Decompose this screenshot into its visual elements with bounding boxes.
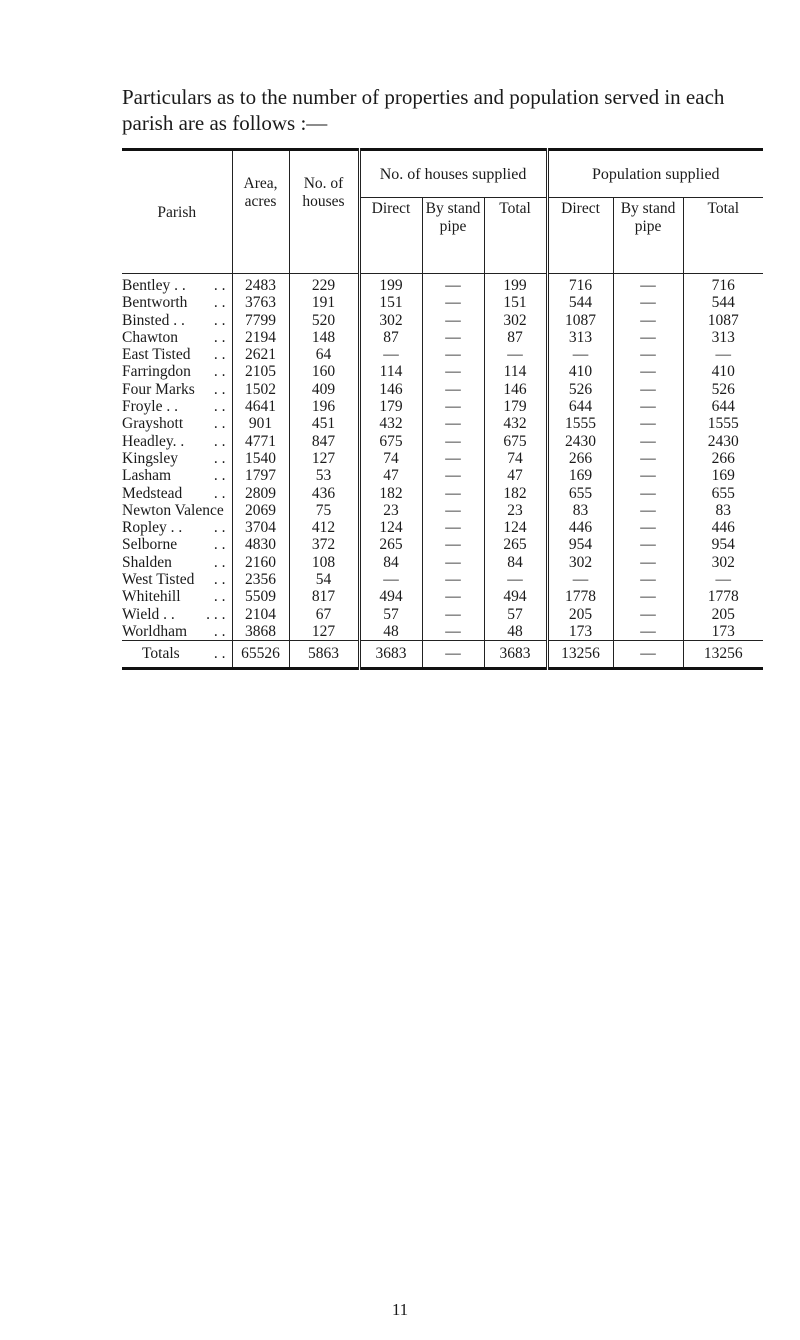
population-total-cell: 954 <box>711 536 735 554</box>
population-direct-cell: 644 <box>547 398 613 415</box>
header-parish: Parish <box>122 150 232 274</box>
population-total-cell: 446 <box>711 519 735 537</box>
page-number: 11 <box>391 1300 409 1319</box>
leader-dots: . . <box>213 311 226 329</box>
houses-total-cell: — <box>484 571 547 588</box>
area-cell: 4830 <box>232 536 289 553</box>
leader-dots: . . <box>213 398 226 416</box>
parish-name: Selborne <box>122 536 178 554</box>
houses-total-cell: 265 <box>484 536 547 553</box>
parish-name: Medstead <box>122 484 183 502</box>
parish-name: Shalden <box>122 553 172 571</box>
table-body <box>122 274 763 641</box>
houses-direct-cell: 57 <box>359 606 422 623</box>
population-direct-cell: 716 <box>547 274 613 295</box>
population-standpipe-cell: — <box>613 623 683 641</box>
parish-cell <box>122 536 232 553</box>
area-cell: 1502 <box>232 381 289 398</box>
parish-name: Four Marks <box>122 380 195 398</box>
population-direct-cell: 954 <box>547 536 613 553</box>
population-standpipe-cell: — <box>613 274 683 295</box>
houses-direct-cell: 432 <box>359 415 422 432</box>
parish-name: Newton Valence <box>122 501 224 519</box>
table-row <box>122 433 763 450</box>
parish-name: Binsted . . <box>122 311 185 329</box>
parish-name: Grayshott <box>122 415 184 433</box>
parish-cell <box>122 346 232 363</box>
leader-dots: . . <box>213 571 226 589</box>
houses-total-cell: 74 <box>484 450 547 467</box>
houses-standpipe-cell: — <box>422 312 484 329</box>
houses-cell: 64 <box>289 346 359 363</box>
population-direct-cell: 526 <box>547 381 613 398</box>
parish-name: Ropley . . <box>122 519 183 537</box>
houses-direct-cell: 146 <box>359 381 422 398</box>
houses-standpipe-cell: — <box>422 554 484 571</box>
parish-cell <box>122 485 232 502</box>
population-standpipe-cell: — <box>613 588 683 605</box>
area-cell: 2160 <box>232 554 289 571</box>
header-area: Area, acres <box>232 150 289 274</box>
houses-total-cell: 48 <box>484 623 547 641</box>
population-direct-cell: 205 <box>547 606 613 623</box>
leader-dots: . . . <box>206 605 226 623</box>
houses-total-cell: 432 <box>484 415 547 432</box>
parish-cell <box>122 363 232 380</box>
houses-direct-cell: 47 <box>359 467 422 484</box>
area-cell: 1540 <box>232 450 289 467</box>
population-total-cell: 205 <box>711 605 735 623</box>
houses-standpipe-cell: — <box>422 398 484 415</box>
houses-total-cell: 87 <box>484 329 547 346</box>
parish-cell <box>122 467 232 484</box>
houses-total-cell: 57 <box>484 606 547 623</box>
parish-name: West Tisted <box>122 571 195 589</box>
leader-dots: . . <box>213 294 226 312</box>
leader-dots: . . <box>213 346 226 364</box>
totals-label-cell <box>122 641 232 669</box>
parish-cell <box>122 415 232 432</box>
parish-name: Farringdon <box>122 363 191 381</box>
table-row <box>122 398 763 415</box>
parish-cell <box>122 450 232 467</box>
totals-population-direct: 13256 <box>547 641 613 669</box>
population-standpipe-cell: — <box>613 502 683 519</box>
population-total-cell: 526 <box>711 380 735 398</box>
population-direct-cell: 446 <box>547 519 613 536</box>
table-row <box>122 450 763 467</box>
area-cell: 3704 <box>232 519 289 536</box>
houses-cell: 196 <box>289 398 359 415</box>
houses-standpipe-cell: — <box>422 519 484 536</box>
houses-standpipe-cell: — <box>422 606 484 623</box>
area-cell: 2483 <box>232 274 289 295</box>
table-row <box>122 346 763 363</box>
houses-direct-cell: 151 <box>359 294 422 311</box>
population-total-cell: 716 <box>711 277 735 294</box>
header-houses-direct: Direct <box>359 198 422 273</box>
population-total-cell: 266 <box>711 449 735 467</box>
leader-dots: . . <box>213 588 226 606</box>
leader-dots: . . <box>213 484 226 502</box>
header-population-standpipe: By stand pipe <box>613 198 683 273</box>
houses-direct-cell: 182 <box>359 485 422 502</box>
table-row <box>122 536 763 553</box>
parish-cell <box>122 588 232 605</box>
parish-cell <box>122 294 232 311</box>
houses-cell: 53 <box>289 467 359 484</box>
area-cell: 2356 <box>232 571 289 588</box>
houses-standpipe-cell: — <box>422 381 484 398</box>
population-total-cell: 83 <box>715 501 732 519</box>
population-total-cell: 2430 <box>707 432 739 450</box>
houses-cell: 229 <box>289 274 359 295</box>
parish-cell <box>122 571 232 588</box>
population-standpipe-cell: — <box>613 294 683 311</box>
houses-total-cell: 494 <box>484 588 547 605</box>
houses-cell: 436 <box>289 485 359 502</box>
population-total-cell: 544 <box>711 294 735 312</box>
header-houses-standpipe: By stand pipe <box>422 198 484 273</box>
population-standpipe-cell: — <box>613 467 683 484</box>
area-cell: 7799 <box>232 312 289 329</box>
table-row <box>122 381 763 398</box>
houses-cell: 372 <box>289 536 359 553</box>
parish-cell <box>122 606 232 623</box>
population-direct-cell: 410 <box>547 363 613 380</box>
houses-cell: 451 <box>289 415 359 432</box>
population-direct-cell: 1778 <box>547 588 613 605</box>
parish-name: Bentworth <box>122 294 188 312</box>
houses-standpipe-cell: — <box>422 450 484 467</box>
population-direct-cell: 655 <box>547 485 613 502</box>
houses-total-cell: 47 <box>484 467 547 484</box>
table-row <box>122 294 763 311</box>
totals-area: 65526 <box>232 641 289 669</box>
population-total-cell: — <box>715 346 732 364</box>
houses-direct-cell: 74 <box>359 450 422 467</box>
houses-cell: 409 <box>289 381 359 398</box>
population-direct-cell: 2430 <box>547 433 613 450</box>
totals-population-standpipe: — <box>613 641 683 669</box>
leader-dots: . . <box>213 363 226 381</box>
houses-total-cell: 146 <box>484 381 547 398</box>
population-total-cell: 1555 <box>707 415 739 433</box>
population-standpipe-cell: — <box>613 433 683 450</box>
population-standpipe-cell: — <box>613 363 683 380</box>
header-no-of-houses: No. of houses <box>289 150 359 274</box>
area-cell: 3868 <box>232 623 289 641</box>
houses-standpipe-cell: — <box>422 536 484 553</box>
population-total-cell: 302 <box>711 553 735 571</box>
population-standpipe-cell: — <box>613 415 683 432</box>
population-direct-cell: 83 <box>547 502 613 519</box>
population-direct-cell: 1555 <box>547 415 613 432</box>
houses-cell: 191 <box>289 294 359 311</box>
table-row <box>122 554 763 571</box>
houses-direct-cell: 179 <box>359 398 422 415</box>
houses-total-cell: 675 <box>484 433 547 450</box>
population-standpipe-cell: — <box>613 329 683 346</box>
leader-dots: . . <box>213 432 226 450</box>
leader-dots: . . <box>213 467 226 485</box>
totals-houses-total: 3683 <box>484 641 547 669</box>
houses-cell: 54 <box>289 571 359 588</box>
area-cell: 2069 <box>232 502 289 519</box>
totals-row <box>122 641 763 669</box>
population-standpipe-cell: — <box>613 536 683 553</box>
parish-cell <box>122 554 232 571</box>
houses-direct-cell: — <box>359 346 422 363</box>
houses-direct-cell: 84 <box>359 554 422 571</box>
houses-direct-cell: 494 <box>359 588 422 605</box>
parish-name: Whitehill <box>122 588 181 606</box>
population-total-cell: 173 <box>711 622 735 640</box>
houses-total-cell: 302 <box>484 312 547 329</box>
houses-total-cell: 199 <box>484 274 547 295</box>
totals-houses-direct: 3683 <box>359 641 422 669</box>
population-direct-cell: — <box>547 571 613 588</box>
area-cell: 1797 <box>232 467 289 484</box>
houses-total-cell: 23 <box>484 502 547 519</box>
table-row <box>122 312 763 329</box>
houses-cell: 520 <box>289 312 359 329</box>
area-cell: 4641 <box>232 398 289 415</box>
houses-standpipe-cell: — <box>422 485 484 502</box>
parish-name: Worldham <box>122 622 188 640</box>
header-population-total: Total <box>683 198 763 273</box>
houses-standpipe-cell: — <box>422 467 484 484</box>
table-row <box>122 519 763 536</box>
houses-standpipe-cell: — <box>422 571 484 588</box>
leader-dots: . . <box>213 553 226 571</box>
parish-name: Chawton <box>122 328 178 346</box>
parish-name: Wield . . <box>122 605 175 623</box>
parish-cell <box>122 502 232 519</box>
houses-standpipe-cell: — <box>422 346 484 363</box>
parish-cell <box>122 398 232 415</box>
houses-direct-cell: 675 <box>359 433 422 450</box>
header-houses-total: Total <box>484 198 547 273</box>
parish-cell <box>122 623 232 641</box>
population-standpipe-cell: — <box>613 571 683 588</box>
totals-houses: 5863 <box>289 641 359 669</box>
table-row <box>122 485 763 502</box>
houses-standpipe-cell: — <box>422 363 484 380</box>
area-cell: 3763 <box>232 294 289 311</box>
area-cell: 901 <box>232 415 289 432</box>
houses-total-cell: — <box>484 346 547 363</box>
houses-direct-cell: 124 <box>359 519 422 536</box>
population-total-cell: 313 <box>711 328 735 346</box>
houses-standpipe-cell: — <box>422 294 484 311</box>
houses-direct-cell: 265 <box>359 536 422 553</box>
houses-cell: 160 <box>289 363 359 380</box>
population-standpipe-cell: — <box>613 381 683 398</box>
parish-cell <box>122 381 232 398</box>
area-cell: 2104 <box>232 606 289 623</box>
population-standpipe-cell: — <box>613 312 683 329</box>
houses-cell: 817 <box>289 588 359 605</box>
population-direct-cell: 302 <box>547 554 613 571</box>
houses-direct-cell: — <box>359 571 422 588</box>
population-total-cell: 644 <box>711 398 735 416</box>
houses-direct-cell: 114 <box>359 363 422 380</box>
table-row <box>122 329 763 346</box>
houses-direct-cell: 48 <box>359 623 422 641</box>
houses-total-cell: 114 <box>484 363 547 380</box>
area-cell: 2621 <box>232 346 289 363</box>
parish-cell <box>122 274 232 295</box>
population-standpipe-cell: — <box>613 606 683 623</box>
population-standpipe-cell: — <box>613 554 683 571</box>
header-population-direct: Direct <box>547 198 613 273</box>
houses-standpipe-cell: — <box>422 502 484 519</box>
totals-houses-standpipe: — <box>422 641 484 669</box>
totals-label: Totals <box>142 645 180 663</box>
population-standpipe-cell: — <box>613 346 683 363</box>
houses-standpipe-cell: — <box>422 588 484 605</box>
houses-direct-cell: 23 <box>359 502 422 519</box>
population-direct-cell: 313 <box>547 329 613 346</box>
houses-cell: 127 <box>289 623 359 641</box>
population-total-cell: 169 <box>711 467 735 485</box>
header-population-supplied: Population supplied <box>592 166 720 184</box>
houses-cell: 127 <box>289 450 359 467</box>
area-cell: 5509 <box>232 588 289 605</box>
leader-dots: . . <box>213 449 226 467</box>
table-row <box>122 502 763 519</box>
parish-name: Bentley . . <box>122 277 186 294</box>
population-standpipe-cell: — <box>613 485 683 502</box>
parish-cell <box>122 312 232 329</box>
leader-dots: . . <box>213 536 226 554</box>
population-direct-cell: 266 <box>547 450 613 467</box>
population-standpipe-cell: — <box>613 398 683 415</box>
population-total-cell: 1778 <box>707 588 739 606</box>
houses-total-cell: 124 <box>484 519 547 536</box>
table-row <box>122 363 763 380</box>
parish-cell <box>122 329 232 346</box>
table-row <box>122 623 763 641</box>
leader-dots: . . <box>213 415 226 433</box>
leader-dots: . . <box>213 622 226 640</box>
table-row <box>122 415 763 432</box>
table-row <box>122 571 763 588</box>
population-total-cell: 655 <box>711 484 735 502</box>
parish-cell <box>122 433 232 450</box>
population-direct-cell: 173 <box>547 623 613 641</box>
properties-population-table <box>122 148 763 670</box>
totals-dots: . . <box>213 645 226 663</box>
houses-cell: 148 <box>289 329 359 346</box>
houses-total-cell: 84 <box>484 554 547 571</box>
area-cell: 4771 <box>232 433 289 450</box>
houses-direct-cell: 302 <box>359 312 422 329</box>
houses-total-cell: 182 <box>484 485 547 502</box>
population-direct-cell: 169 <box>547 467 613 484</box>
population-direct-cell: 1087 <box>547 312 613 329</box>
population-standpipe-cell: — <box>613 450 683 467</box>
houses-cell: 847 <box>289 433 359 450</box>
parish-name: Lasham <box>122 467 172 485</box>
table-row <box>122 606 763 623</box>
parish-name: Headley. . <box>122 432 185 450</box>
population-total-cell: — <box>715 571 732 589</box>
houses-total-cell: 151 <box>484 294 547 311</box>
parish-cell <box>122 519 232 536</box>
houses-cell: 108 <box>289 554 359 571</box>
houses-cell: 412 <box>289 519 359 536</box>
table-row <box>122 588 763 605</box>
population-standpipe-cell: — <box>613 519 683 536</box>
header-houses-supplied: No. of houses supplied <box>359 150 547 198</box>
houses-standpipe-cell: — <box>422 329 484 346</box>
houses-total-cell: 179 <box>484 398 547 415</box>
area-cell: 2809 <box>232 485 289 502</box>
table-row <box>122 274 763 295</box>
population-total-cell: 410 <box>711 363 735 381</box>
houses-standpipe-cell: — <box>422 623 484 641</box>
parish-name: East Tisted <box>122 346 191 364</box>
houses-standpipe-cell: — <box>422 274 484 295</box>
table-row <box>122 467 763 484</box>
houses-direct-cell: 199 <box>359 274 422 295</box>
area-cell: 2194 <box>232 329 289 346</box>
leader-dots: . . <box>213 519 226 537</box>
leader-dots: . . <box>213 277 226 294</box>
intro-paragraph: Particulars as to the number of properties and population served in each parish are as follows :— <box>122 85 725 135</box>
totals-population-total: 13256 <box>683 641 763 669</box>
parish-name: Froyle . . <box>122 398 178 416</box>
properties-population-table-wrapper <box>122 148 763 670</box>
houses-standpipe-cell: — <box>422 433 484 450</box>
houses-direct-cell: 87 <box>359 329 422 346</box>
leader-dots: . . <box>213 380 226 398</box>
population-direct-cell: — <box>547 346 613 363</box>
houses-standpipe-cell: — <box>422 415 484 432</box>
population-direct-cell: 544 <box>547 294 613 311</box>
area-cell: 2105 <box>232 363 289 380</box>
houses-cell: 67 <box>289 606 359 623</box>
leader-dots: . . <box>213 328 226 346</box>
parish-name: Kingsley <box>122 449 178 467</box>
houses-cell: 75 <box>289 502 359 519</box>
population-total-cell: 1087 <box>707 311 739 329</box>
